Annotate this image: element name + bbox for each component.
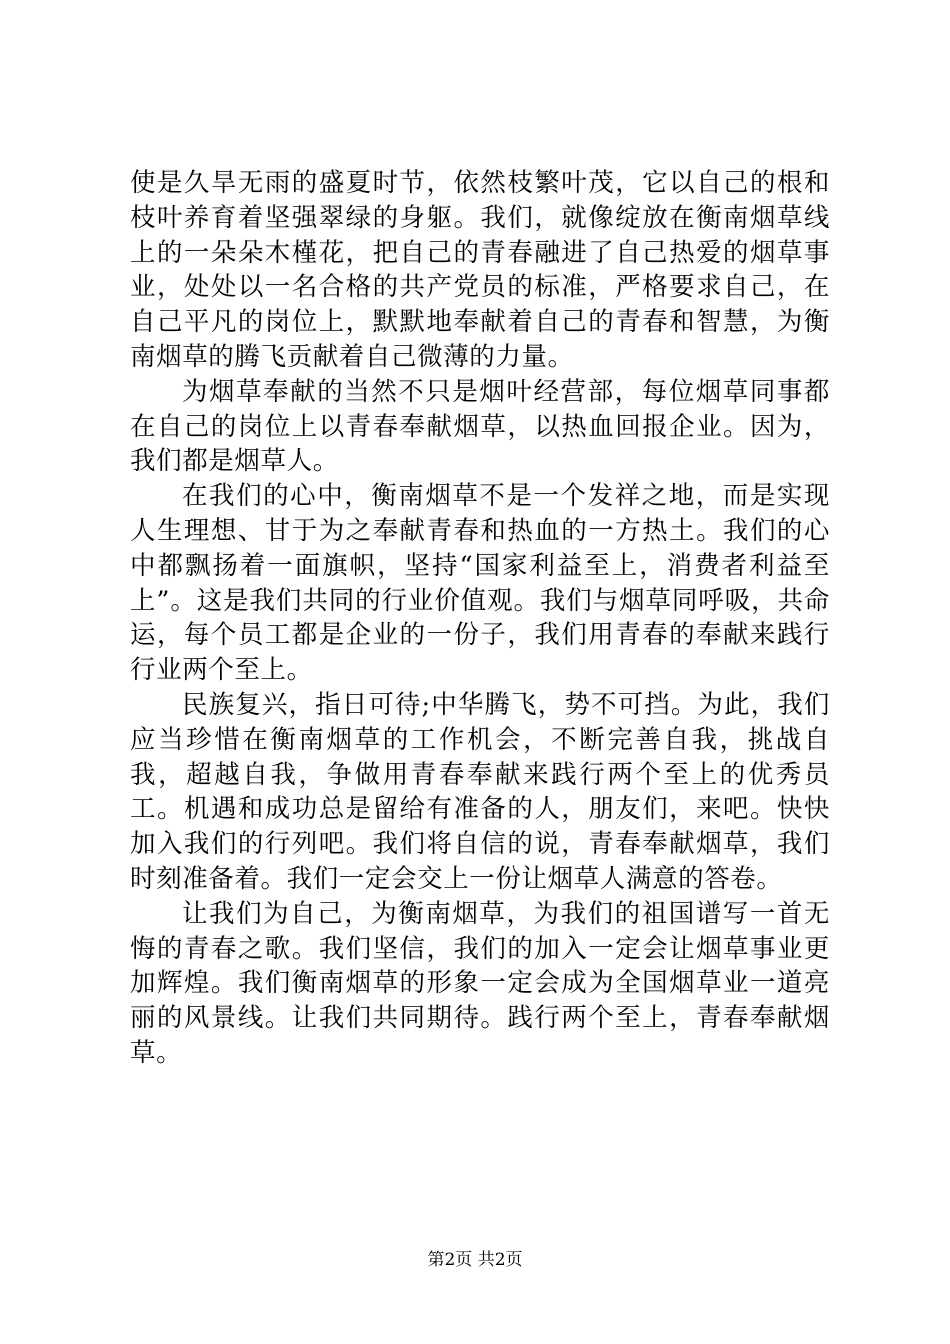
page-footer	[0, 1245, 950, 1270]
paragraph-4: 民族复兴，指日可待;中华腾飞，势不可挡。为此，我们应当珍惜在衡南烟草的工作机会，不断完善自我，挑战自我，超越自我，争做用青春奉献来践行两个至上的优秀员工。机遇和成功总是留给有准备的人，朋友们，来吧。快快加入我们的行列吧。我们将自信的说，青春奉献烟草，我们时刻准备着。我们一定会交上一份让烟草人满意的答卷。	[130, 689, 830, 894]
paragraph-2: 为烟草奉献的当然不只是烟叶经营部，每位烟草同事都在自己的岗位上以青春奉献烟草，以热血回报企业。因为，我们都是烟草人。	[130, 376, 830, 477]
page-number-label: 第2页 共2页	[427, 1250, 523, 1270]
paragraph-1: 使是久旱无雨的盛夏时节，依然枝繁叶茂，它以自己的根和枝叶养育着坚强翠绿的身躯。我们，就像绽放在衡南烟草线上的一朵朵木槿花，把自己的青春融进了自己热爱的烟草事业，处处以一名合格的共产党员的标准，严格要求自己，在自己平凡的岗位上，默默地奉献着自己的青春和智慧，为衡南烟草的腾飞贡献着自己微薄的力量。	[130, 168, 830, 372]
paragraph-3: 在我们的心中，衡南烟草不是一个发祥之地，而是实现人生理想、甘于为之奉献青春和热血的一方热土。我们的心中都飘扬着一面旗帜，坚持“国家利益至上，消费者利益至上”。这是我们共同的行业价值观。我们与烟草同呼吸，共命运，每个员工都是企业的一份子，我们用青春的奉献来践行行业两个至上。	[130, 481, 830, 686]
paragraph-5: 让我们为自己，为衡南烟草，为我们的祖国谱写一首无悔的青春之歌。我们坚信，我们的加入一定会让烟草事业更加辉煌。我们衡南烟草的形象一定会成为全国烟草业一道亮丽的风景线。让我们共同期待。践行两个至上，青春奉献烟草。	[130, 898, 830, 1068]
document-body	[130, 166, 830, 1071]
